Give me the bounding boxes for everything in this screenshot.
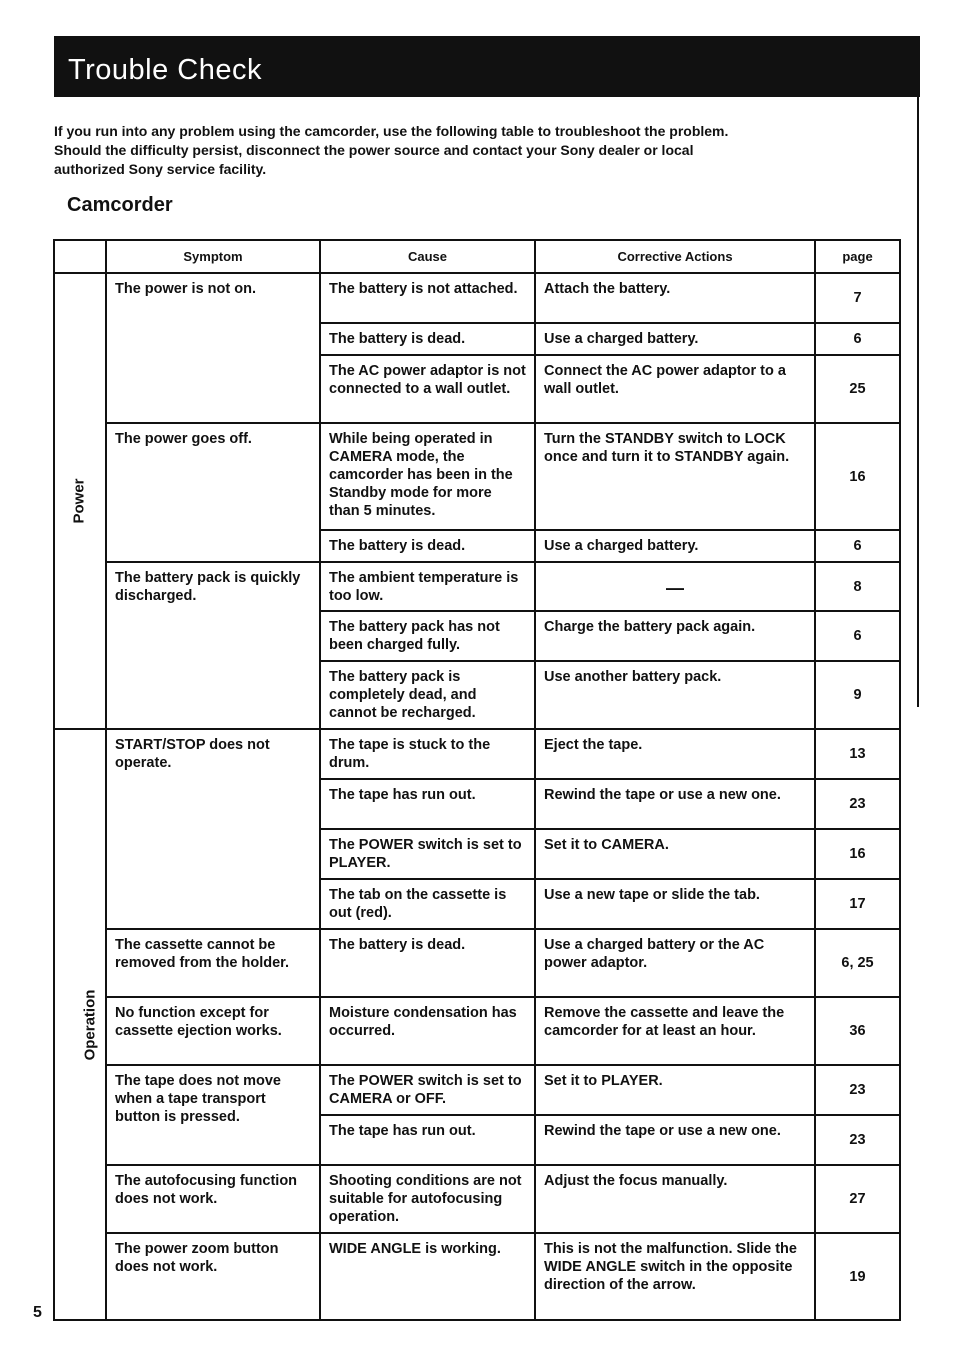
right-rule xyxy=(917,97,919,707)
header-cause: Cause xyxy=(320,240,535,273)
page-cell: 6 xyxy=(815,530,900,562)
page-cell: 25 xyxy=(815,355,900,423)
action-cell: Use a charged battery or the AC power adaptor. xyxy=(535,929,815,997)
page-title: Trouble Check xyxy=(68,54,263,86)
page-cell: 17 xyxy=(815,879,900,929)
section-title: Camcorder xyxy=(67,194,173,216)
cause-cell: The tape has run out. xyxy=(320,779,535,829)
action-cell: Adjust the focus manually. xyxy=(535,1165,815,1233)
cause-cell: WIDE ANGLE is working. xyxy=(320,1233,535,1320)
action-cell: Use a charged battery. xyxy=(535,323,815,355)
page-cell: 9 xyxy=(815,661,900,729)
header-symptom: Symptom xyxy=(106,240,320,273)
action-cell: — xyxy=(535,562,815,611)
cause-cell: The tape has run out. xyxy=(320,1115,535,1165)
table-row xyxy=(54,1065,900,1115)
page-cell: 8 xyxy=(815,562,900,611)
action-cell: Set it to CAMERA. xyxy=(535,829,815,879)
page-cell: 6 xyxy=(815,611,900,661)
action-cell: Use a charged battery. xyxy=(535,530,815,562)
group-label: Operation xyxy=(81,989,99,1060)
symptom-cell: The power zoom button does not work. xyxy=(106,1233,320,1320)
page-cell: 13 xyxy=(815,729,900,779)
page-cell: 36 xyxy=(815,997,900,1065)
action-cell: Set it to PLAYER. xyxy=(535,1065,815,1115)
action-cell: Use another battery pack. xyxy=(535,661,815,729)
cause-cell: The battery is dead. xyxy=(320,929,535,997)
cause-cell: The ambient temperature is too low. xyxy=(320,562,535,611)
cause-cell: Moisture condensation has occurred. xyxy=(320,997,535,1065)
cause-cell: The AC power adaptor is not connected to a wall outlet. xyxy=(320,355,535,423)
action-cell: Use a new tape or slide the tab. xyxy=(535,879,815,929)
trouble-table xyxy=(53,239,901,1321)
cause-cell: The POWER switch is set to CAMERA or OFF. xyxy=(320,1065,535,1115)
action-cell: This is not the malfunction. Slide the WIDE ANGLE switch in the opposite direction of the arrow. xyxy=(535,1233,815,1320)
page-cell: 16 xyxy=(815,829,900,879)
intro-line: authorized Sony service facility. xyxy=(54,161,267,177)
intro-paragraph xyxy=(54,122,894,179)
table-row xyxy=(54,1233,900,1320)
page-cell: 27 xyxy=(815,1165,900,1233)
header-page: page xyxy=(815,240,900,273)
action-cell: Rewind the tape or use a new one. xyxy=(535,779,815,829)
page-cell: 23 xyxy=(815,1115,900,1165)
symptom-cell: The tape does not move when a tape transport button is pressed. xyxy=(106,1065,320,1165)
group-cell xyxy=(54,273,106,729)
page-cell: 19 xyxy=(815,1233,900,1320)
cause-cell: Shooting conditions are not suitable for autofocusing operation. xyxy=(320,1165,535,1233)
action-cell: Charge the battery pack again. xyxy=(535,611,815,661)
margin-mark: 5 xyxy=(33,1304,42,1321)
page-cell: 6, 25 xyxy=(815,929,900,997)
action-cell: Turn the STANDBY switch to LOCK once and turn it to STANDBY again. xyxy=(535,423,815,530)
page-cell: 23 xyxy=(815,1065,900,1115)
cause-cell: The POWER switch is set to PLAYER. xyxy=(320,829,535,879)
table-row xyxy=(54,1165,900,1233)
group-cell xyxy=(54,729,106,1320)
intro-line: Should the difficulty persist, disconnect the power source and contact your Sony dealer or local xyxy=(54,142,694,158)
symptom-cell: The power is not on. xyxy=(106,273,320,423)
cause-cell: The battery is dead. xyxy=(320,530,535,562)
table-row xyxy=(54,562,900,611)
symptom-cell: START/STOP does not operate. xyxy=(106,729,320,929)
table-row xyxy=(54,423,900,530)
table-header-row xyxy=(54,240,900,273)
cause-cell: The tab on the cassette is out (red). xyxy=(320,879,535,929)
action-cell: Connect the AC power adaptor to a wall outlet. xyxy=(535,355,815,423)
page-cell: 7 xyxy=(815,273,900,323)
title-banner xyxy=(54,36,920,97)
cause-cell: The battery is not attached. xyxy=(320,273,535,323)
table-row xyxy=(54,929,900,997)
action-cell: Attach the battery. xyxy=(535,273,815,323)
header-actions: Corrective Actions xyxy=(535,240,815,273)
page-cell: 6 xyxy=(815,323,900,355)
cause-cell: The battery pack is completely dead, and cannot be recharged. xyxy=(320,661,535,729)
symptom-cell: The cassette cannot be removed from the holder. xyxy=(106,929,320,997)
table-body xyxy=(54,273,900,1320)
table-row xyxy=(54,273,900,323)
intro-line: If you run into any problem using the camcorder, use the following table to troubleshoot the problem. xyxy=(54,123,729,139)
page-cell: 16 xyxy=(815,423,900,530)
cause-cell: While being operated in CAMERA mode, the camcorder has been in the Standby mode for more than 5 minutes. xyxy=(320,423,535,530)
cause-cell: The battery is dead. xyxy=(320,323,535,355)
action-cell: Eject the tape. xyxy=(535,729,815,779)
symptom-cell: The battery pack is quickly discharged. xyxy=(106,562,320,729)
cause-cell: The battery pack has not been charged fully. xyxy=(320,611,535,661)
group-header-cell xyxy=(54,240,106,273)
table-row xyxy=(54,729,900,779)
page-cell: 23 xyxy=(815,779,900,829)
group-label: Power xyxy=(70,478,88,524)
action-cell: Remove the cassette and leave the camcorder for at least an hour. xyxy=(535,997,815,1065)
table-row xyxy=(54,997,900,1065)
action-cell: Rewind the tape or use a new one. xyxy=(535,1115,815,1165)
symptom-cell: The autofocusing function does not work. xyxy=(106,1165,320,1233)
cause-cell: The tape is stuck to the drum. xyxy=(320,729,535,779)
symptom-cell: The power goes off. xyxy=(106,423,320,562)
symptom-cell: No function except for cassette ejection works. xyxy=(106,997,320,1065)
